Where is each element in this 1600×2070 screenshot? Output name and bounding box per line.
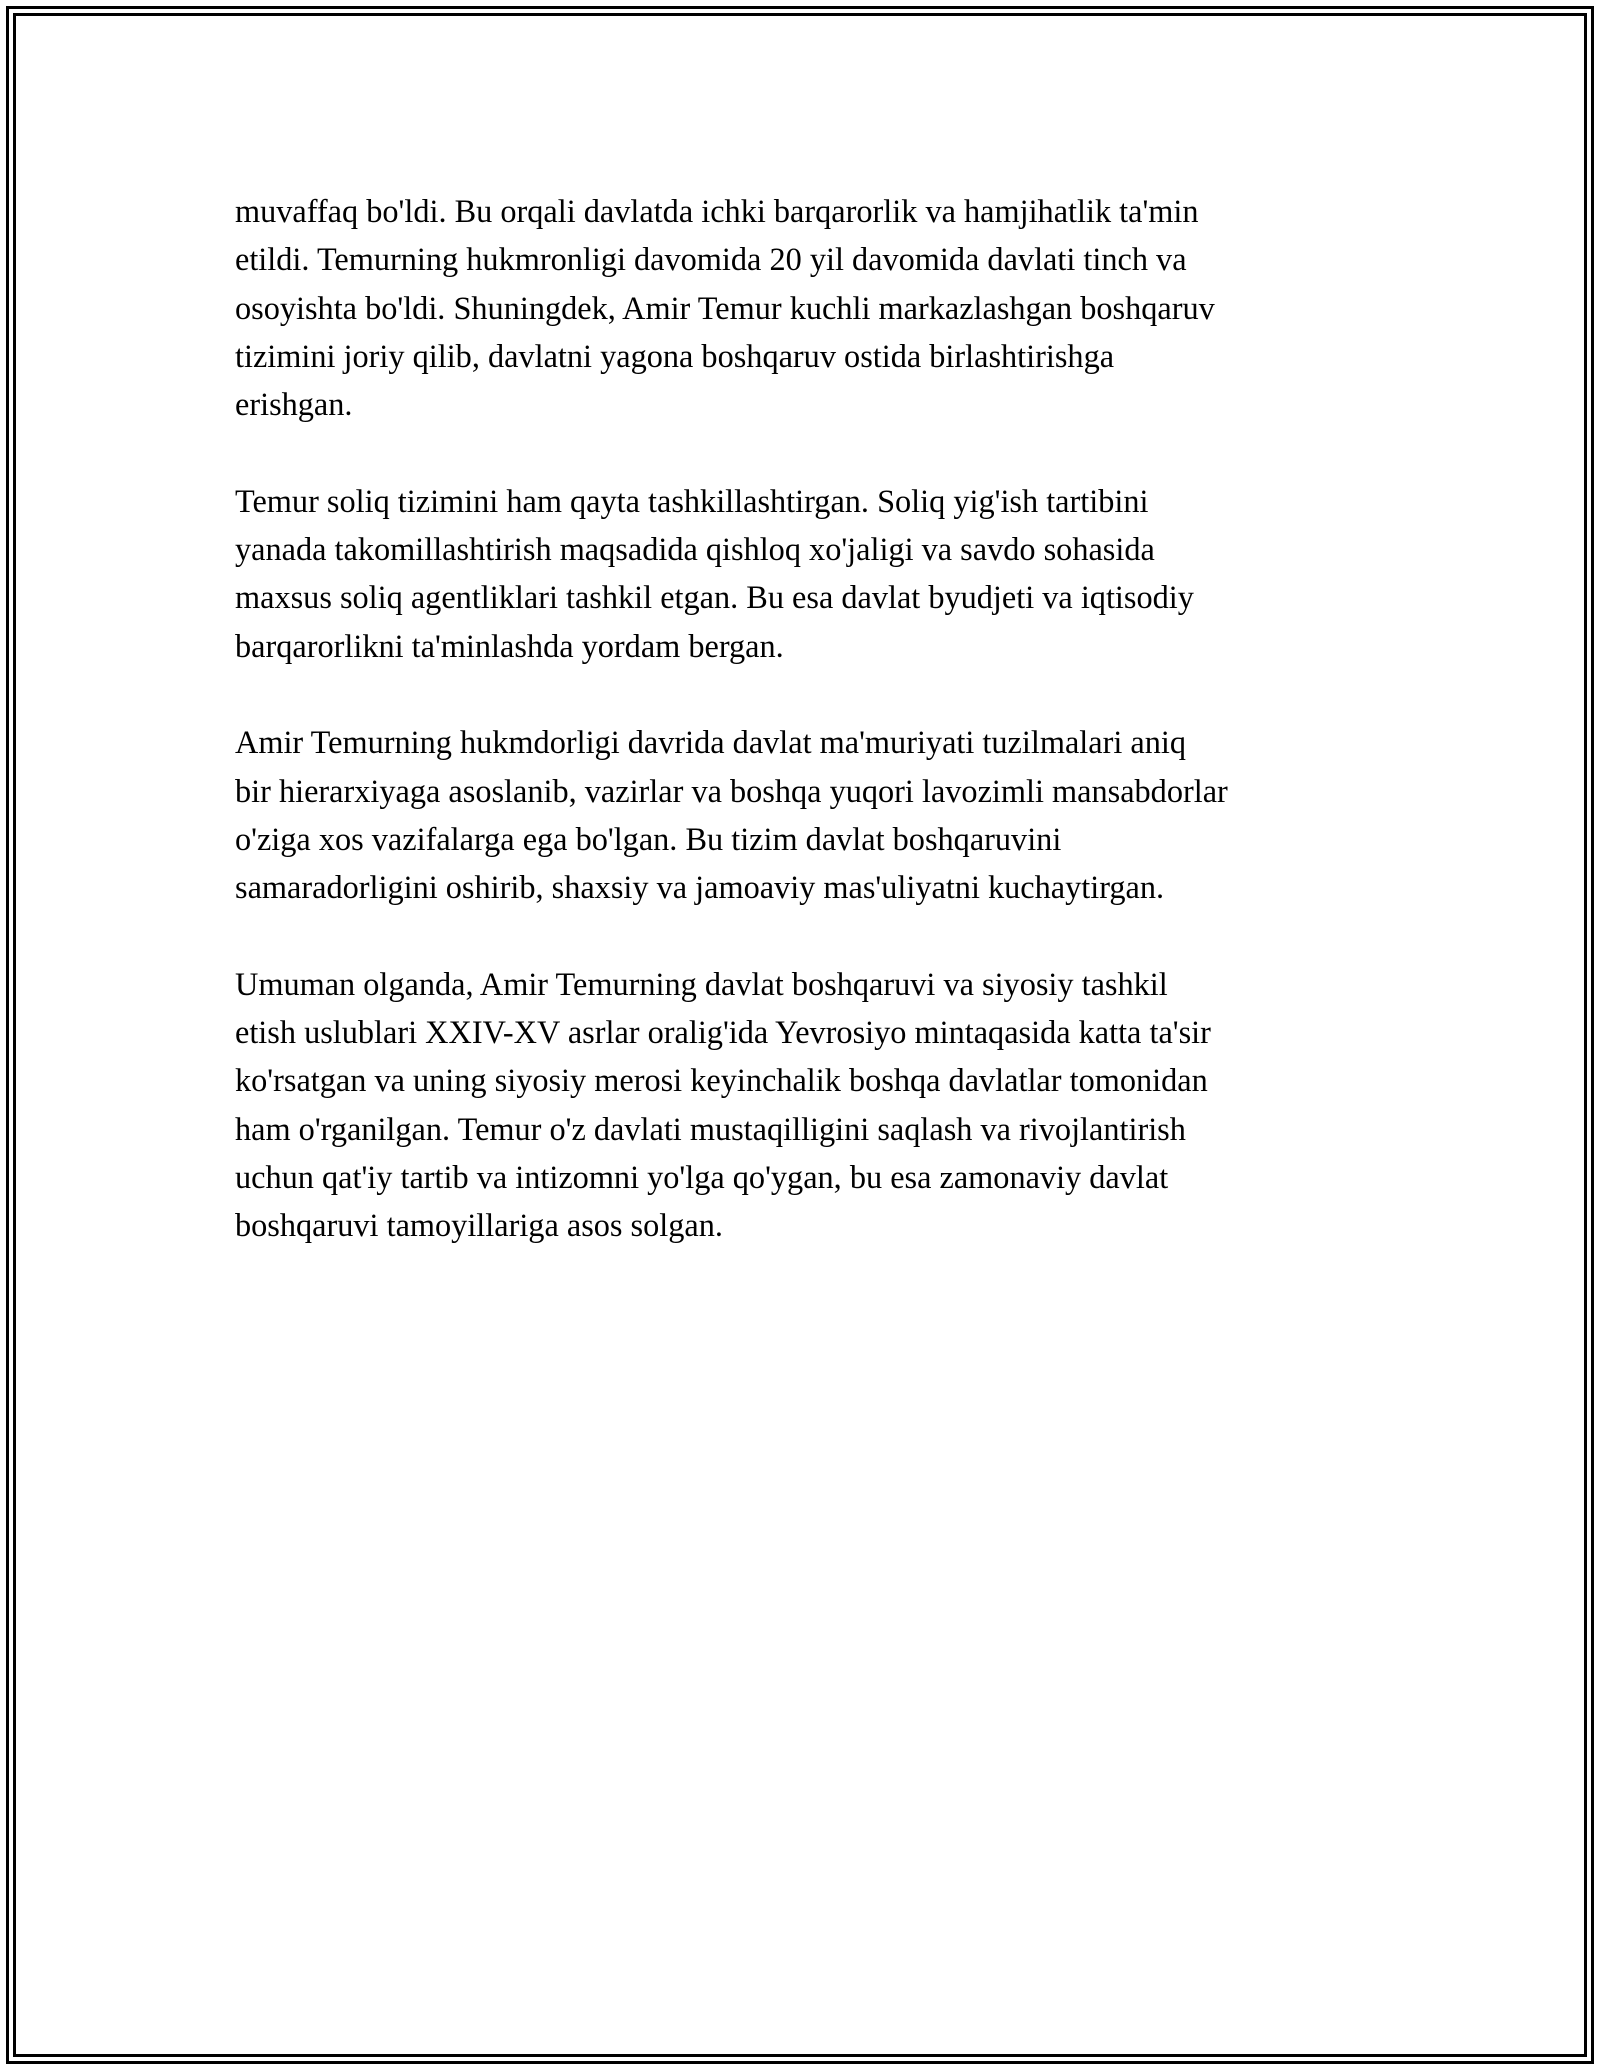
text-line: erishgan. — [235, 386, 353, 423]
text-line: yanada takomillashtirish maqsadida qishloq xo'jaligi va savdo sohasida — [235, 531, 1155, 568]
text-line: etildi. Temurning hukmronligi davomida 20 yil davomida davlati tinch va — [235, 241, 1187, 278]
paragraph-4 — [235, 960, 1375, 1250]
text-line: Amir Temurning hukmdorligi davrida davlat ma'muriyati tuzilmalari aniq — [235, 724, 1187, 761]
paragraph-1 — [235, 187, 1375, 428]
text-line: maxsus soliq agentliklari tashkil etgan. Bu esa davlat byudjeti va iqtisodiy — [235, 579, 1194, 616]
text-line: bir hierarxiyaga asoslanib, vazirlar va boshqa yuqori lavozimli mansabdorlar — [235, 772, 1228, 809]
text-line: boshqaruvi tamoyillariga asos solgan. — [235, 1207, 723, 1244]
text-line: etish uslublari XXIV-XV asrlar oralig'ida Yevrosiyo mintaqasida katta ta'sir — [235, 1014, 1211, 1051]
text-line: samaradorligini oshirib, shaxsiy va jamoaviy mas'uliyatni kuchaytirgan. — [235, 869, 1165, 906]
text-line: ham o'rganilgan. Temur o'z davlati mustaqilligini saqlash va rivojlantirish — [235, 1110, 1186, 1147]
text-line: osoyishta bo'ldi. Shuningdek, Amir Temur kuchli markazlashgan boshqaruv — [235, 289, 1215, 326]
text-line: tizimini joriy qilib, davlatni yagona boshqaruv ostida birlashtirishga — [235, 337, 1115, 374]
text-line: ko'rsatgan va uning siyosiy merosi keyinchalik boshqa davlatlar tomonidan — [235, 1062, 1208, 1099]
text-line: barqarorlikni ta'minlashda yordam bergan. — [235, 627, 784, 664]
text-line: o'ziga xos vazifalarga ega bo'lgan. Bu tizim davlat boshqaruvini — [235, 820, 1062, 857]
text-line: Temur soliq tizimini ham qayta tashkillashtirgan. Soliq yig'ish tartibini — [235, 482, 1149, 519]
text-line: muvaffaq bo'ldi. Bu orqali davlatda ichki barqarorlik va hamjihatlik ta'min — [235, 193, 1199, 229]
paragraph-2 — [235, 477, 1375, 670]
document-body — [235, 187, 1375, 1298]
text-line: uchun qat'iy tartib va intizomni yo'lga qo'ygan, bu esa zamonaviy davlat — [235, 1158, 1169, 1195]
paragraph-3 — [235, 718, 1375, 911]
text-line: Umuman olganda, Amir Temurning davlat boshqaruvi va siyosiy tashkil — [235, 965, 1168, 1002]
